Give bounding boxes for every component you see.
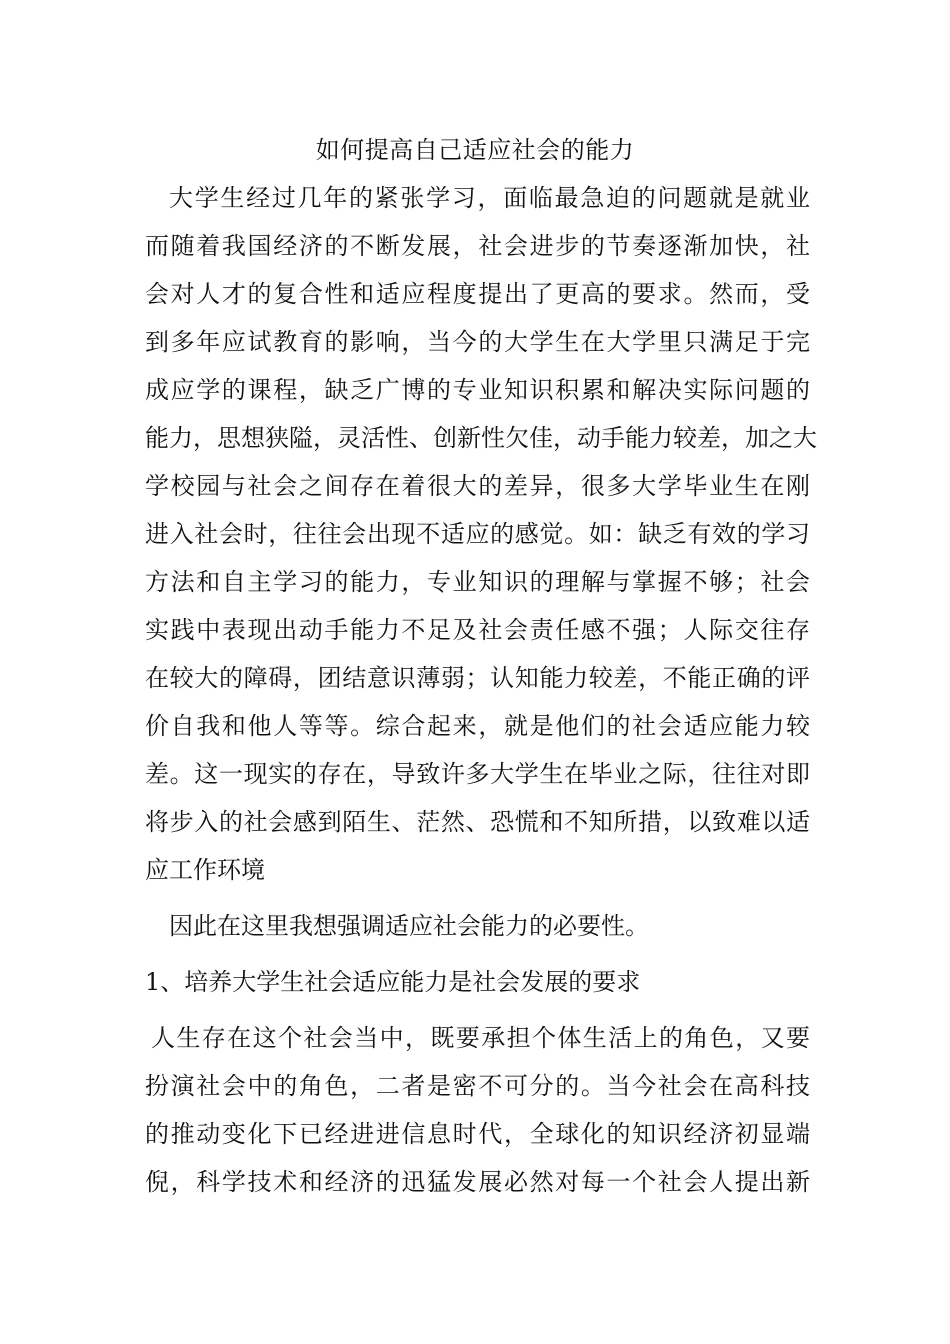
paragraph-2: 因此在这里我想强调适应社会能力的必要性。 xyxy=(169,912,649,940)
paragraph-line: 实践中表现出动手能力不足及社会责任感不强；人际交往存 xyxy=(145,616,810,644)
paragraph-line: 倪，科学技术和经济的迅猛发展必然对每一个社会人提出新 xyxy=(145,1168,810,1196)
paragraph-line: 方法和自主学习的能力，专业知识的理解与掌握不够；社会 xyxy=(145,568,810,596)
paragraph-line: 进入社会时，往往会出现不适应的感觉。如：缺乏有效的学习 xyxy=(145,520,810,548)
paragraph-line: 而随着我国经济的不断发展，社会进步的节奏逐渐加快，社 xyxy=(145,232,810,260)
paragraph-line: 会对人才的复合性和适应程度提出了更高的要求。然而，受 xyxy=(145,280,810,308)
paragraph-line: 扮演社会中的角色，二者是密不可分的。当今社会在高科技 xyxy=(145,1072,810,1100)
section-heading-1: 1、培养大学生社会适应能力是社会发展的要求 xyxy=(145,968,641,996)
paragraph-line: 在较大的障碍，团结意识薄弱；认知能力较差，不能正确的评 xyxy=(145,664,810,692)
paragraph-line: 能力，思想狭隘，灵活性、创新性欠佳，动手能力较差，加之大 xyxy=(145,424,817,452)
paragraph-line: 将步入的社会感到陌生、茫然、恐慌和不知所措，以致难以适 xyxy=(145,808,810,836)
paragraph-line: 差。这一现实的存在，导致许多大学生在毕业之际，往往对即 xyxy=(145,760,810,788)
paragraph-line: 大学生经过几年的紧张学习，面临最急迫的问题就是就业 xyxy=(169,184,810,212)
paragraph-line: 的推动变化下已经进进信息时代，全球化的知识经济初显端 xyxy=(145,1120,810,1148)
paragraph-line: 学校园与社会之间存在着很大的差异，很多大学毕业生在刚 xyxy=(145,472,810,500)
paragraph-line: 应工作环境 xyxy=(145,856,265,884)
paragraph-line: 成应学的课程，缺乏广博的专业知识积累和解决实际问题的 xyxy=(145,376,810,404)
paragraph-line: 到多年应试教育的影响，当今的大学生在大学里只满足于完 xyxy=(145,328,810,356)
document-title: 如何提高自己适应社会的能力 xyxy=(315,136,635,164)
paragraph-line: 人生存在这个社会当中，既要承担个体生活上的角色，又要 xyxy=(151,1024,810,1052)
paragraph-line: 价自我和他人等等。综合起来，就是他们的社会适应能力较 xyxy=(145,712,810,740)
